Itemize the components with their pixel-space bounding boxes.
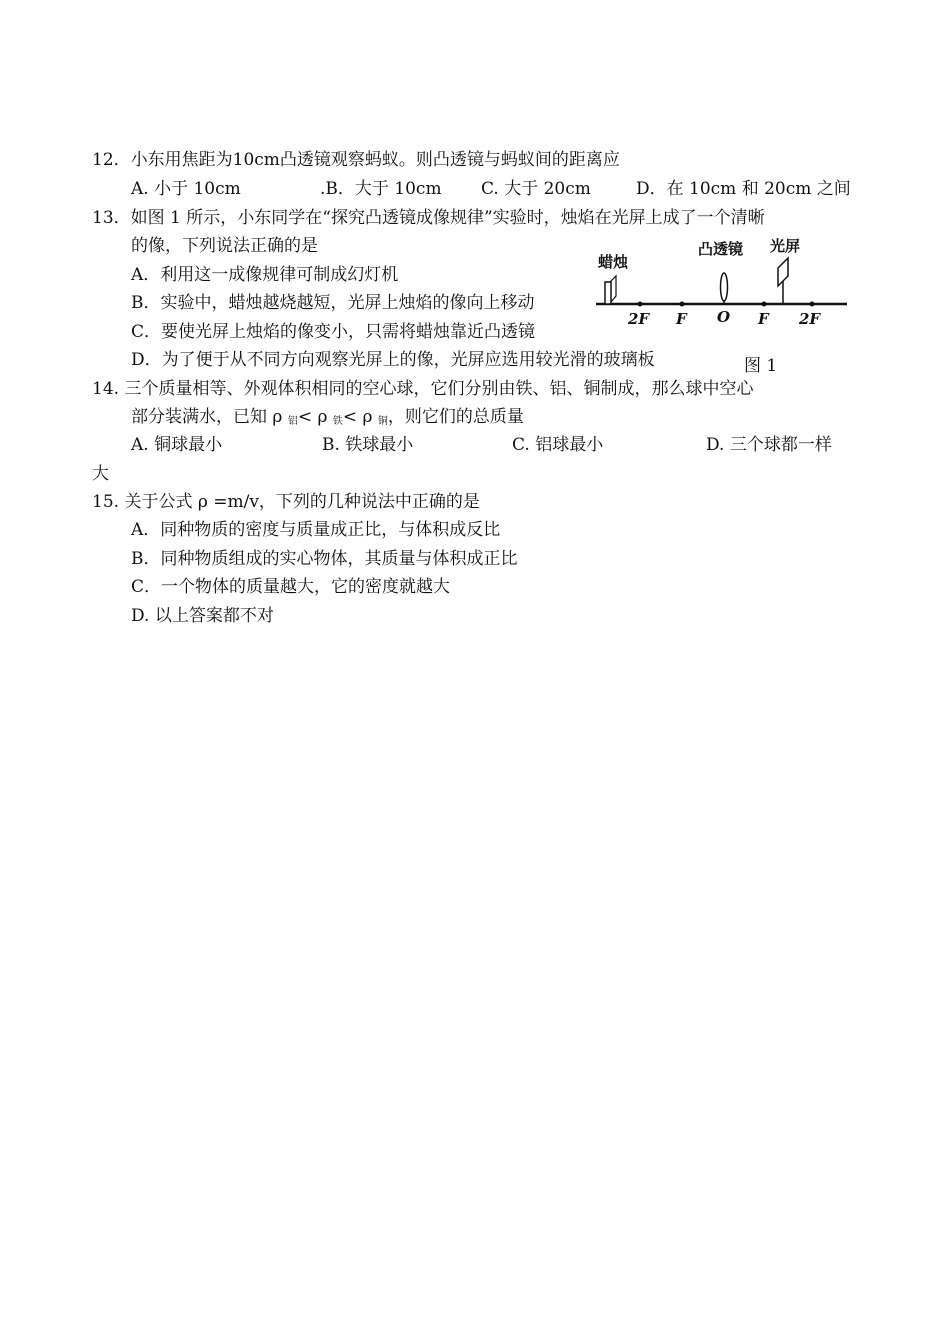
label-screen: 光屏	[770, 237, 801, 255]
q14-text-c: < ρ	[342, 407, 378, 427]
question-12-option-c: C. 大于 20cm	[481, 179, 591, 199]
question-15-stem: 15. 关于公式 ρ =m/v，下列的几种说法中正确的是	[92, 492, 480, 512]
question-14-option-c: C. 铝球最小	[512, 435, 604, 455]
question-14-option-d-wrap: 大	[92, 464, 109, 484]
q14-text-d: ，则它们的总质量	[387, 407, 524, 427]
mark-dot-f-right	[762, 302, 767, 307]
question-12-option-d: D．在 10cm 和 20cm 之间	[636, 179, 851, 199]
question-13-stem-line-2: 的像，下列说法正确的是	[131, 236, 318, 256]
mark-dot-2f-right	[810, 302, 815, 307]
mark-2f-right: 2F	[799, 310, 821, 328]
question-15-option-c: C．一个物体的质量越大，它的密度就越大	[131, 577, 451, 597]
q14-sub-cu: 铜	[377, 416, 388, 427]
question-14-option-a: A. 铜球最小	[131, 435, 223, 455]
question-13-option-d: D．为了便于从不同方向观察光屏上的像，光屏应选用较光滑的玻璃板	[131, 350, 655, 370]
label-candle: 蜡烛	[598, 253, 629, 271]
question-15-option-b: B．同种物质组成的实心物体，其质量与体积成正比	[131, 549, 518, 569]
question-12-stem: 12．小东用焦距为10cm凸透镜观察蚂蚁。则凸透镜与蚂蚁间的距离应	[92, 150, 620, 170]
question-13-option-b: B．实验中，蜡烛越烧越短，光屏上烛焰的像向上移动	[131, 293, 535, 313]
question-14-option-b: B. 铁球最小	[322, 435, 414, 455]
question-13-stem-line-1: 13．如图 1 所示，小东同学在“探究凸透镜成像规律”实验时，烛焰在光屏上成了一个清晰	[92, 208, 765, 228]
question-13-option-a: A．利用这一成像规律可制成幻灯机	[131, 265, 399, 285]
question-14-option-d: D. 三个球都一样	[706, 435, 832, 455]
mark-dot-f-left	[680, 302, 685, 307]
mark-o: O	[717, 308, 731, 326]
mark-f-right: F	[758, 310, 769, 328]
label-lens: 凸透镜	[698, 240, 744, 258]
question-14-stem-line-2	[131, 405, 524, 434]
question-12-option-a: A. 小于 10cm	[131, 179, 241, 199]
q14-text-a: 部分装满水，已知 ρ	[131, 407, 288, 427]
mark-2f-left: 2F	[628, 310, 650, 328]
q14-sub-fe: 铁	[332, 416, 343, 427]
question-15-option-a: A．同种物质的密度与质量成正比，与体积成反比	[131, 520, 501, 540]
figure-1-caption: 图 1	[744, 356, 778, 376]
screen-icon	[778, 258, 788, 304]
question-12-option-b: .B．大于 10cm	[320, 179, 442, 199]
figure-1-diagram	[592, 232, 854, 350]
question-14-stem-line-1: 14. 三个质量相等、外观体积相同的空心球，它们分别由铁、铝、铜制成，那么球中空心	[92, 379, 754, 399]
convex-lens-icon	[721, 273, 728, 301]
mark-f-left: F	[676, 310, 687, 328]
question-13-option-c: C．要使光屏上烛焰的像变小，只需将蜡烛靠近凸透镜	[131, 322, 536, 342]
q14-sub-al: 铝	[287, 416, 298, 427]
question-15-option-d: D. 以上答案都不对	[131, 606, 274, 626]
q14-text-b: < ρ	[297, 407, 333, 427]
candle-icon	[605, 276, 616, 304]
mark-dot-2f-left	[638, 302, 643, 307]
